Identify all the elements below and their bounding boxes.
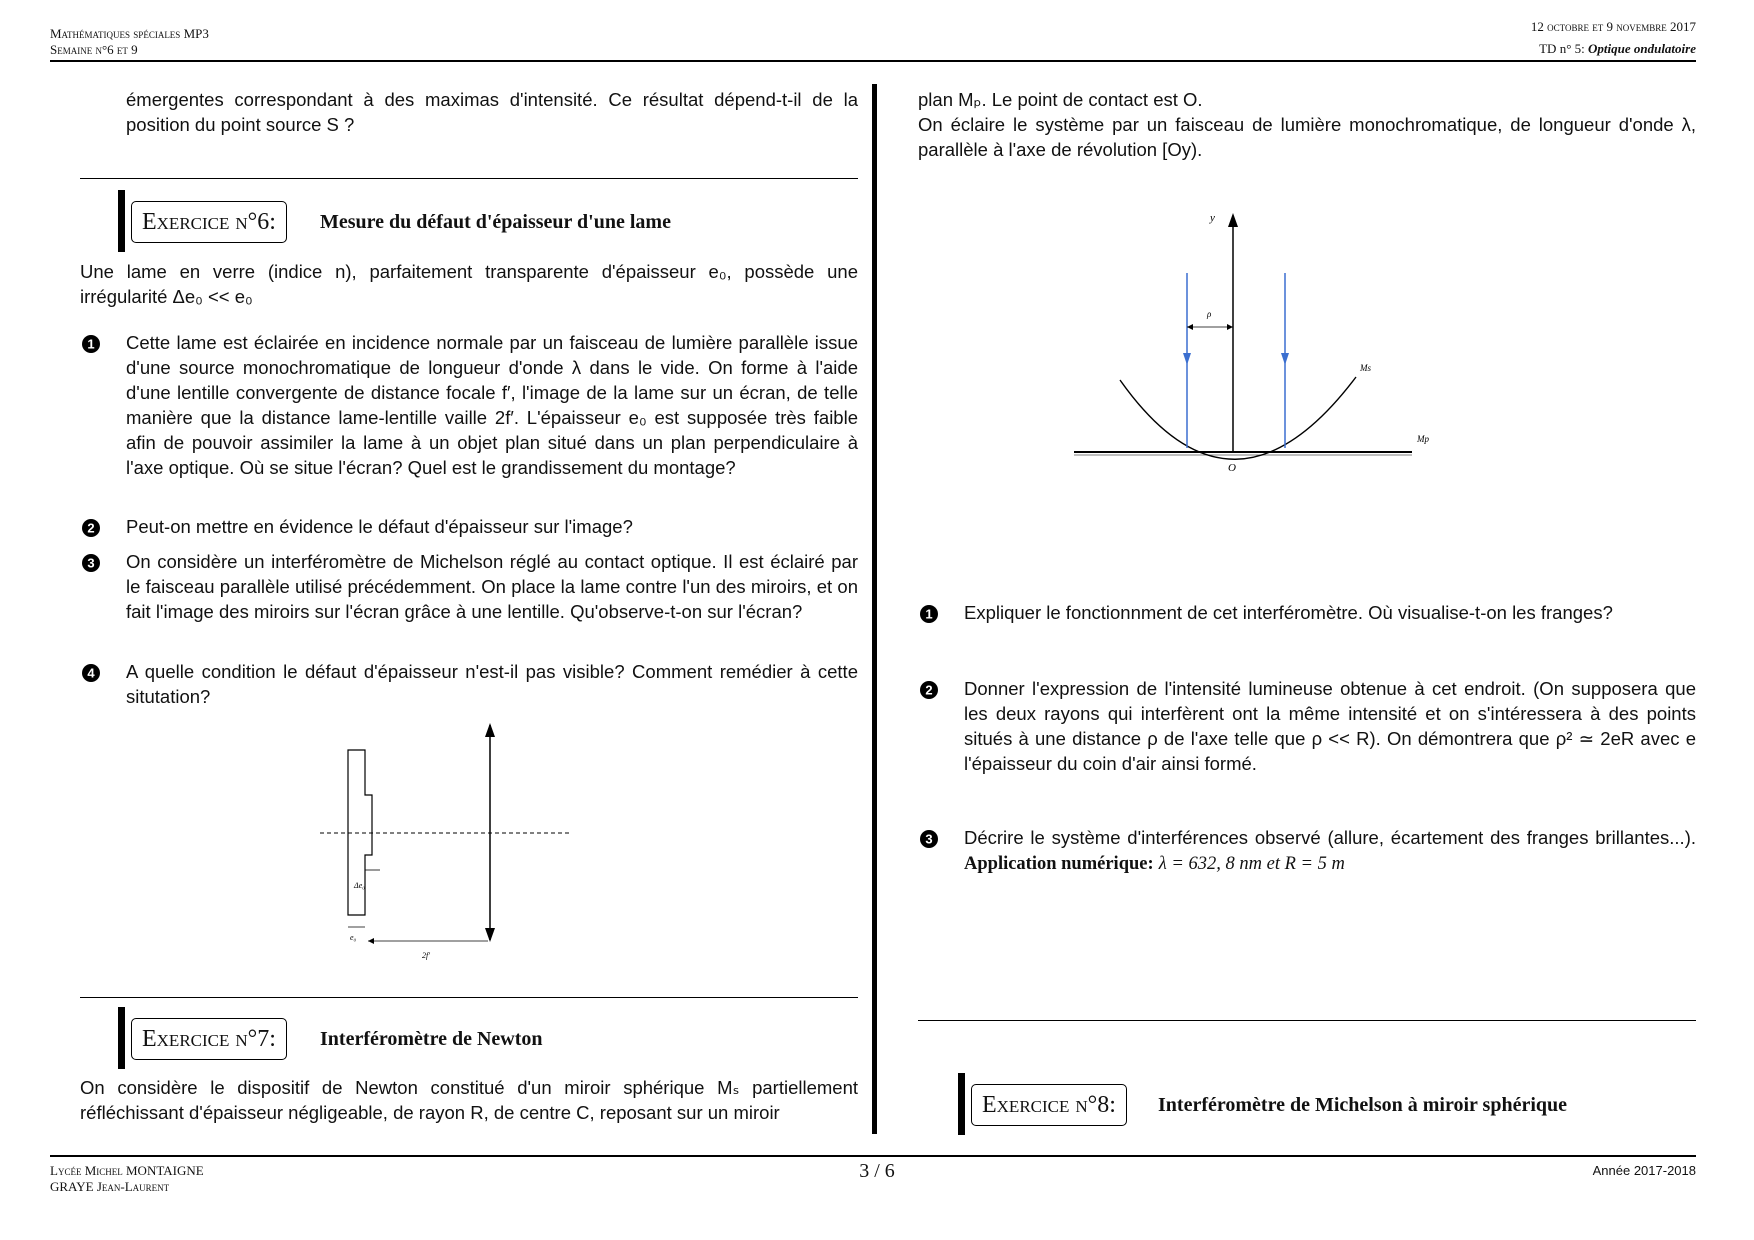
fig-mp-label: Mp	[1417, 434, 1429, 444]
page-number: 3 / 6	[859, 1160, 895, 1182]
svg-text:2: 2	[87, 520, 95, 536]
ex7-item-1: Expliquer le fonctionnment de cet interféromètre. Où visualise-t-on les franges?	[964, 602, 1613, 623]
ex6-item-4: A quelle condition le défaut d'épaisseur n'est-il pas visible? Comment remédier à cette situtation?	[126, 661, 858, 707]
course-name: Mathématiques spéciales MP3	[50, 26, 209, 41]
column-divider	[872, 84, 877, 1134]
svg-text:4: 4	[87, 665, 95, 681]
number-2-icon	[918, 679, 940, 701]
ex8-rule	[918, 1020, 1696, 1021]
ex8-bar	[958, 1073, 965, 1135]
right-line-1: plan Mₚ. Le point de contact est O.	[918, 89, 1203, 110]
footer-rule	[50, 1155, 1696, 1157]
number-1-icon	[80, 333, 102, 355]
fig-delta-label: Δe₀	[354, 881, 366, 890]
app-value: λ = 632, 8 nm et R = 5 m	[1158, 854, 1345, 874]
ex7-item-3: Décrire le système d'interférences observé (allure, écartement des franges brillantes...). Application numérique: λ = 632, 8 nm et R = 5 m	[964, 827, 1696, 874]
number-2-icon	[80, 517, 102, 539]
ex7-label: Exercice n°7:	[131, 1018, 287, 1060]
ex6-item-3: On considère un interféromètre de Michelson réglé au contact optique. Il est éclairé par le faisceau parallèle utilisé précédemment. On place la lame contre l'un des miroirs, et on fait l'image des miroirs sur l'écran grâce à une lentille. Qu'observe-t-on sur l'écran?	[126, 551, 858, 622]
number-4-icon	[80, 662, 102, 684]
ex6-item-1: Cette lame est éclairée en incidence normale par un faisceau de lumière parallèle issue d'une source monochromatique de longueur d'onde λ dans le vide. On forme à l'aide d'une lentille convergente de distance focale f′, l'image de la lame sur un écran, de telle manière que la distance lame-lentille vaille 2f′. L'épaisseur e₀ est supposée très faible afin de pouvoir assimiler la lame à un objet plan situé dans un plan perpendiculaire à l'axe optique. Où se situe l'écran? Quel est le grandissement du montage?	[126, 332, 858, 478]
newton-figure	[1060, 205, 1460, 480]
fig-y-label: y	[1210, 212, 1215, 224]
ex7-title: Interféromètre de Newton	[320, 1028, 543, 1050]
fig-e0-label: e₀	[350, 933, 357, 942]
footer-left	[50, 1163, 204, 1195]
school-name: Lycée Michel MONTAIGNE	[50, 1163, 204, 1178]
header-left	[50, 26, 209, 58]
number-3-icon	[918, 828, 940, 850]
week-label: Semaine n°6 et 9	[50, 42, 138, 57]
date-label: 12 octobre et 9 novembre 2017	[1530, 19, 1696, 34]
left-intro: émergentes correspondant à des maximas d'intensité. Ce résultat dépend-t-il de la position du point source S ?	[126, 89, 858, 135]
ex6-label: Exercice n°6:	[131, 201, 287, 243]
fig-o-label: O	[1228, 462, 1236, 474]
ex6-rule	[80, 178, 858, 179]
teacher-name: GRAYE Jean-Laurent	[50, 1179, 170, 1194]
svg-text:3: 3	[925, 831, 933, 847]
ex7-rule	[80, 997, 858, 998]
fig-rho-label: ρ	[1207, 309, 1212, 319]
ex6-bar	[118, 190, 125, 252]
td-title: Optique ondulatoire	[1588, 41, 1696, 56]
ex7-bar	[118, 1007, 125, 1069]
ex7-item-2: Donner l'expression de l'intensité lumineuse obtenue à cet endroit. (On supposera que les deux rayons qui interfèrent ont la même intensité et on s'intéressera à des points situés à une distance ρ de l'axe telle que ρ << R). On démontrera que ρ² ≃ 2eR avec e l'épaisseur du coin d'air ainsi formé.	[964, 678, 1696, 774]
ex6-text: Une lame en verre (indice n), parfaitement transparente d'épaisseur e₀, possède une irrégularité Δe₀ << e₀	[80, 261, 858, 307]
number-3-icon	[80, 552, 102, 574]
school-year: Année 2017-2018	[1592, 1163, 1696, 1178]
ex7-text: On considère le dispositif de Newton constitué d'un miroir sphérique Mₛ partiellement réfléchissant d'épaisseur négligeable, de rayon R, de centre C, reposant sur un miroir	[80, 1077, 858, 1123]
svg-text:2: 2	[925, 682, 933, 698]
fig-2f-label: 2f′	[422, 951, 430, 960]
svg-text:3: 3	[87, 555, 95, 571]
fig-ms-label: Ms	[1360, 363, 1371, 373]
ex6-title: Mesure du défaut d'épaisseur d'une lame	[320, 211, 671, 233]
lame-figure	[310, 715, 590, 980]
ex6-item-2: Peut-on mettre en évidence le défaut d'épaisseur sur l'image?	[126, 516, 633, 537]
right-line-2: On éclaire le système par un faisceau de lumière monochromatique, de longueur d'onde λ, parallèle à l'axe de révolution [Oy).	[918, 114, 1696, 160]
svg-text:1: 1	[925, 606, 933, 622]
header-right	[1531, 16, 1696, 60]
td-label: TD n° 5: Optique ondulatoire	[1539, 41, 1696, 56]
app-label: Application numérique:	[964, 854, 1154, 874]
header-rule	[50, 60, 1696, 62]
svg-text:1: 1	[87, 336, 95, 352]
ex8-title: Interféromètre de Michelson à miroir sphérique	[1158, 1094, 1568, 1116]
ex8-label: Exercice n°8:	[971, 1084, 1127, 1126]
number-1-icon	[918, 603, 940, 625]
